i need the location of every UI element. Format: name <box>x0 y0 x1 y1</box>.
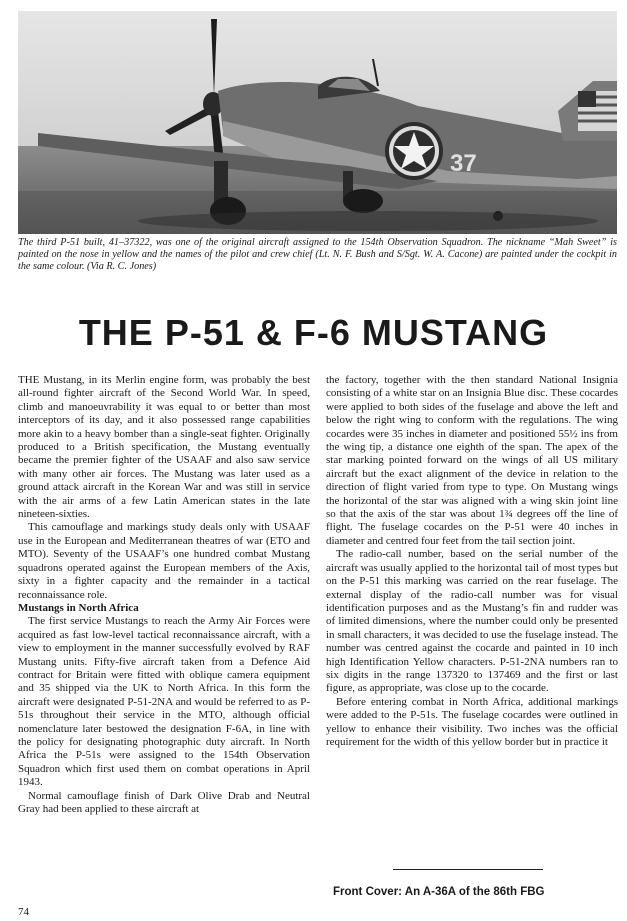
right-column <box>326 374 618 749</box>
section-heading: Mustangs in North Africa <box>18 601 139 614</box>
aircraft-photo <box>18 11 617 234</box>
article-title: THE P-51 & F-6 MUSTANG <box>78 312 549 353</box>
paragraph: the factory, together with the then standard National Insignia consisting of a white star on an Insignia Blue disc. These cocardes were applied to both sides of the fuselage and above the left and below the right wing to conform with the regulations. The wing cocardes were 35 inches in diameter and positioned 55½ ins from the wing tip, a distance one eighth of the span. The apex of the star marking pointed forward on the wings of all US military aircraft but the exact alignment of the device in relation to the direction of flight varied from type to type. On Mustang wings the horizontal of the star was aligned with a wing skin joint line so that the axis of the star was about 1¾ degrees off the line of flight. The fuselage cocardes on the P-51 were 40 inches in diameter and centred four feet from the tail section joint. <box>326 374 618 547</box>
radio-call-number: 37 <box>450 150 477 177</box>
paragraph: The first service Mustangs to reach the Army Air Forces were acquired as fast low-level tactical reconnaissance aircraft, with a view to employment in the manner successfully evolved by RAF Mustang units. Fifty-five aircraft taken from a Defence Aid contract for Britain were fitted with oblique camera equipment and 35 shipped via the UK to North Africa. In this form the aircraft were designated P-51-2NA and would be referred to as P-51s throughout their service in the MTO, although official nomenclature later bestowed the designation F-6A, in line with the policy for designating photographic duty aircraft. In North Africa the P-51s were assigned to the 154th Observation Squadron which first used them on combat operations in April 1943. <box>18 615 310 789</box>
paragraph: THE Mustang, in its Merlin engine form, was probably the best all-round fighter aircraft of the Second World War. In speed, climb and manoeuvrability it was equal to or better than most interceptors of its day, and it also possessed range capabilities more akin to a heavy bomber than a single-seat fighter. Originally produced to a British specification, the Mustang eventually became the premier fighter of the USAAF and also saw service with many other air forces. The Mustang was later used as a ground attack aircraft in the Korean War and was still in service with the air arms of a few Latin American states in the late nineteen-sixties. <box>18 374 310 521</box>
paragraph: This camouflage and markings study deals only with USAAF use in the European and Mediterranean theatres of war (ETO and MTO). Seventy of the USAAF’s one hundred combat Mustang squadrons operated against the European members of the Axis, sixty in a fighter capacity and the remainder in a tactical reconnaissance role. <box>18 521 310 601</box>
page-number: 74 <box>18 906 29 918</box>
paragraph: The radio-call number, based on the serial number of the aircraft was usually applied to the horizontal tail of most types but on the P-51 this marking was carried on the rear fuselage. The external display of the radio-call number was for visual identification purposes and as the Mustang’s fin and rudder was of limited dimensions, where the number could only be presented in small characters, it was decided to use the fuselage instead. The number was centred against the cocarde and painted in 10 inch high Identification Yellow characters. P-51-2NA numbers ran to six digits in the range 137320 to 137469 and the first or last figure, as appropriate, was close up to the cocarde. <box>326 548 618 695</box>
front-cover-note: Front Cover: An A-36A of the 86th FBG <box>333 886 545 898</box>
paragraph: Normal camouflage finish of Dark Olive Drab and Neutral Gray had been applied to these aircraft at <box>18 789 310 815</box>
paragraph: Before entering combat in North Africa, additional markings were added to the P-51s. The fuselage cocardes were outlined in yellow to enhance their visibility. Two inches was the official requirement for the width of this yellow border but in practice it <box>326 695 618 748</box>
photo-caption: The third P-51 built, 41–37322, was one of the original aircraft assigned to the 154th Observation Squadron. The nickname “Mah Sweet” is painted on the nose in yellow and the names of the pilot and crew chief (Lt. N. F. Bush and S/Sgt. W. A. Cacone) are painted under the cockpit in the same colour. (Via R. C. Jones) <box>18 237 617 272</box>
left-column <box>18 374 310 816</box>
divider <box>393 869 543 870</box>
